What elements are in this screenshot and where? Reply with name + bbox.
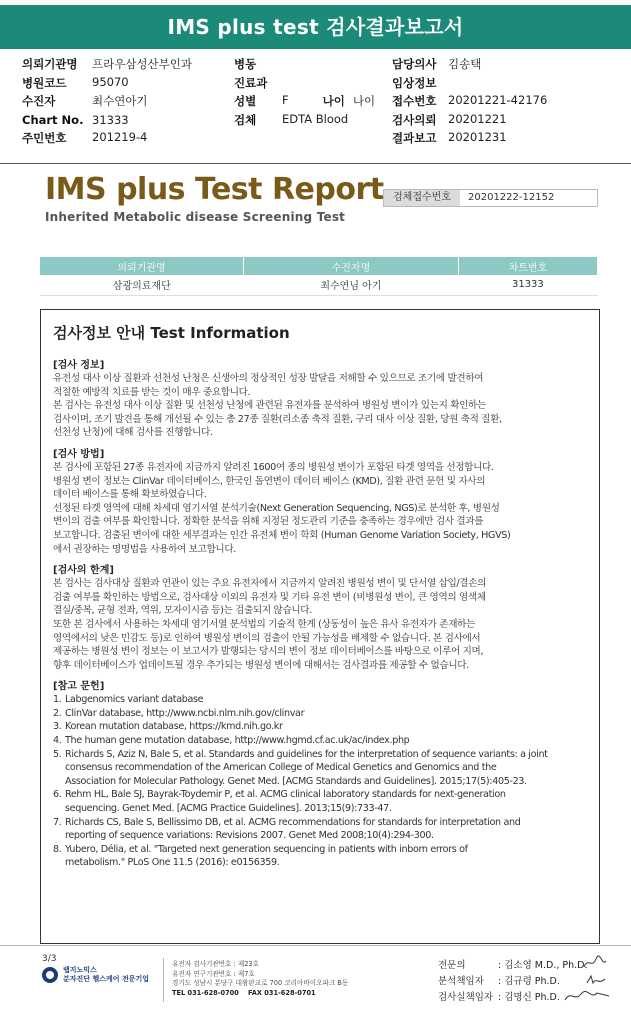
registration-number-value: 20201222-12152 bbox=[468, 192, 555, 203]
info-label: 접수번호 bbox=[392, 94, 437, 109]
registration-number-box bbox=[383, 189, 598, 207]
info-label: 병동 bbox=[234, 57, 257, 72]
info-label: 성별 bbox=[234, 94, 257, 109]
list-item: 6. Rehm HL, Bale SJ, Bayrak-Toydemir P, et al. ACMG clinical laboratory standards for next-generation sequencing. Genet Med. [ACMG Practice Guidelines]. 2013;15(9):733-47. bbox=[53, 789, 506, 815]
report-subtitle: Inherited Metabolic disease Screening Test bbox=[45, 210, 346, 224]
section-heading: [검사 정보] bbox=[53, 360, 105, 371]
staff-name: : 김명신 Ph.D. bbox=[498, 992, 560, 1003]
section-paragraph: 선정된 타겟 영역에 대해 차세대 염기서열 분석기술(Next Generation Sequencing, NGS)로 분석한 후, 병원성 변이의 검출 여부를 확인합니다. 정확한 분석을 위해 지정된 정도관리 기준을 충족하는 경우에만 검사 결과를 보고합니다. 검출된 변이에 대한 세부결과는 인간 유전체 변이 학회 (Human Genome Variation Society, HGVS) 에서 권장하는 명명법을 사용하여 보고합니다. bbox=[53, 502, 511, 555]
info-label: 결과보고 bbox=[392, 131, 437, 146]
test-information-title: 검사정보 안내 Test Information bbox=[53, 324, 290, 342]
age-label: 나이 bbox=[322, 94, 345, 109]
section-heading: [검사의 한계] bbox=[53, 565, 114, 577]
list-item: 4. The human gene mutation database, http://www.hgmd.cf.ac.uk/ac/index.php bbox=[53, 735, 410, 747]
list-item: 2. ClinVar database, http://www.ncbi.nlm.nih.gov/clinvar bbox=[53, 707, 305, 719]
list-item: 7. Richards CS, Bale S, Bellissimo DB, et al. ACMG recommendations for standards for interpretation and reporting of sequence variations: Revisions 2007. Genet Med 2008;10(4):294-300. bbox=[53, 816, 521, 842]
tel: TEL 031-628-0700 bbox=[172, 988, 239, 997]
org-line: 유전자 검사기관번호 : 제23호 bbox=[172, 960, 259, 968]
info-label: 진료과 bbox=[234, 75, 268, 90]
table-cell: 31333 bbox=[458, 275, 597, 295]
section-paragraph: 본 검사는 검사대상 질환과 연관이 있는 주요 유전자에서 지금까지 알려진 병원성 변이 및 단서열 삽입/결손의 검출 여부를 확인하는 방법으로, 검사대상 이외의 유전자 및 기타 유전 변이 (비병원성 변이, 큰 영역의 염색체 결실/중복, 균형 전좌, 역위, 모자이시즘 등)는 검출되지 않습니다. bbox=[53, 578, 487, 617]
section-heading: [검사 방법] bbox=[53, 448, 105, 460]
organization-info bbox=[172, 960, 348, 998]
info-value: 20201221-42176 bbox=[448, 93, 548, 108]
section-paragraph: 또한 본 검사에서 사용하는 차세대 염기서열 분석법의 기술적 한계 (상동성이 높은 유사 유전자가 존재하는 영역에서의 낮은 민감도 등)로 인하여 병원성 변이의 검출이 안될 가능성을 배제할 수 없습니다. 본 검사에서 제공하는 병원성 변이 정보는 이 보고서가 발행되는 당시의 변이 정보 데이터베이스를 바탕으로 이루어 지며, 향후 데이터베이스가 업데이트될 경우 추가되는 병원성 변이에 대해서는 검사결과를 제공할 수 없습니다. bbox=[53, 618, 484, 671]
staff-row bbox=[438, 958, 587, 974]
staff-name: : 김소영 M.D., Ph.D. bbox=[498, 960, 588, 971]
report-header-title: IMS plus test 검사결과보고서 bbox=[0, 5, 631, 49]
age-value: 나이 bbox=[352, 94, 376, 109]
signature-1 bbox=[582, 955, 608, 971]
info-row bbox=[22, 129, 612, 148]
info-label: 주민번호 bbox=[22, 131, 67, 146]
table-header: 수진자명 bbox=[244, 257, 459, 275]
org-line: 유전자 연구기관번호 : 제7호 bbox=[172, 969, 255, 978]
table-header: 차트번호 bbox=[458, 257, 597, 275]
list-item: 5. Richards S, Aziz N, Bale S, et al. Standards and guidelines for the interpretation of sequence variants: a joint consensus recommendation of the American College of Medical Genetics and Genomics and the Association for Molecular Pathology. Genet Med. [ACMG Standards and Guidelines]. 2015;17(5):405-23. bbox=[53, 748, 548, 787]
divider bbox=[0, 945, 631, 946]
references-list bbox=[53, 693, 587, 870]
info-label: 임상정보 bbox=[392, 75, 437, 90]
info-row bbox=[22, 74, 612, 93]
patient-summary-table bbox=[40, 257, 598, 296]
list-item: 8. Yubero, Délia, et al. "Targeted next generation sequencing in patients with inborn errors of metabolism." PLoS One 11.5 (2016): e0156359. bbox=[53, 843, 468, 869]
info-value: EDTA Blood bbox=[282, 111, 349, 126]
info-row bbox=[22, 111, 612, 130]
info-value: 201219-4 bbox=[92, 130, 148, 145]
company-logo bbox=[42, 966, 149, 984]
staff-name: : 김규령 Ph.D. bbox=[498, 976, 560, 987]
staff-role: 분석책임자 bbox=[438, 976, 484, 987]
info-value: 31333 bbox=[92, 112, 129, 127]
table-header: 의뢰기관명 bbox=[40, 257, 244, 275]
info-label: 담당의사 bbox=[392, 57, 437, 72]
page-number: 3/3 bbox=[42, 954, 57, 964]
info-value: F bbox=[282, 93, 289, 108]
info-row bbox=[22, 92, 612, 111]
list-item: 1. Labgenomics variant database bbox=[53, 694, 204, 706]
signature-3 bbox=[563, 988, 611, 1004]
info-label: 수진자 bbox=[22, 94, 56, 109]
table-cell: 최수연님 아기 bbox=[244, 275, 459, 295]
info-row bbox=[22, 55, 612, 74]
signature-2 bbox=[585, 973, 607, 987]
info-value: 최수연아기 bbox=[92, 94, 148, 109]
staff-role: 전문의 bbox=[438, 960, 466, 971]
info-label: 의뢰기관명 bbox=[22, 57, 78, 72]
org-line: 경기도 성남시 분당구 대왕판교로 700 코리아바이오파크 B동 bbox=[172, 979, 349, 988]
logo-icon bbox=[42, 967, 58, 983]
info-value: 95070 bbox=[92, 74, 129, 89]
logo-tagline: 분자진단 헬스케어 전문기업 bbox=[63, 975, 150, 983]
info-label: 병원코드 bbox=[22, 75, 67, 90]
references-heading: [참고 문헌] bbox=[53, 681, 105, 693]
logo-name: 랩지노믹스 bbox=[63, 966, 97, 974]
list-item: 3. Korean mutation database, https://kmd.nih.go.kr bbox=[53, 721, 283, 733]
info-value: 김송택 bbox=[448, 57, 482, 72]
info-label: 검체 bbox=[234, 112, 257, 127]
table-cell: 삼광의료재단 bbox=[40, 275, 244, 295]
registration-number-label: 검체접수번호 bbox=[384, 190, 460, 206]
section-paragraph: 본 검사는 유전성 대사 이상 질환 및 선천성 난청에 관련된 유전자를 분석하여 병원성 변이가 있는지 확인하는 검사이며, 조기 발견을 통해 개선될 수 있는 총 27종 질환(리소좀 축적 질환, 구리 대사 이상 질환, 당원 축적 질환, 선천성 난청)에 대해 검사를 진행합니다. bbox=[53, 400, 502, 439]
test-information-box bbox=[40, 309, 600, 944]
info-label: Chart No. bbox=[22, 112, 84, 127]
patient-info-block bbox=[22, 55, 612, 148]
info-value: 20201221 bbox=[448, 111, 507, 126]
section-paragraph: 본 검사에 포함된 27종 유전자에 지금까지 알려진 1600여 종의 병원성 변이가 포함된 타겟 영역을 선정합니다. 병원성 변이 정보는 ClinVar 데이터베이스, 한국인 돌연변이 데이터 베이스 (KMD), 질환 관련 문헌 및 자사의 데이터 베이스를 통해 확보하였습니다. bbox=[53, 461, 494, 501]
info-value: 프라우삼성산부인과 bbox=[92, 57, 192, 72]
report-title: IMS plus Test Report bbox=[45, 172, 384, 207]
section-paragraph: 유전성 대사 이상 질환과 선천성 난청은 신생아의 정상적인 성장 발달을 저해할 수 있으므로 조기에 발견하여 적절한 예방적 치료를 받는 것이 매우 중요합니다. bbox=[53, 373, 484, 398]
divider bbox=[163, 958, 164, 1002]
fax: FAX 031-628-0701 bbox=[248, 988, 316, 997]
staff-role: 검사실책임자 bbox=[438, 992, 494, 1003]
divider bbox=[0, 163, 631, 164]
table-row bbox=[40, 275, 598, 295]
info-value: 20201231 bbox=[448, 130, 507, 145]
info-label: 검사의뢰 bbox=[392, 112, 437, 127]
